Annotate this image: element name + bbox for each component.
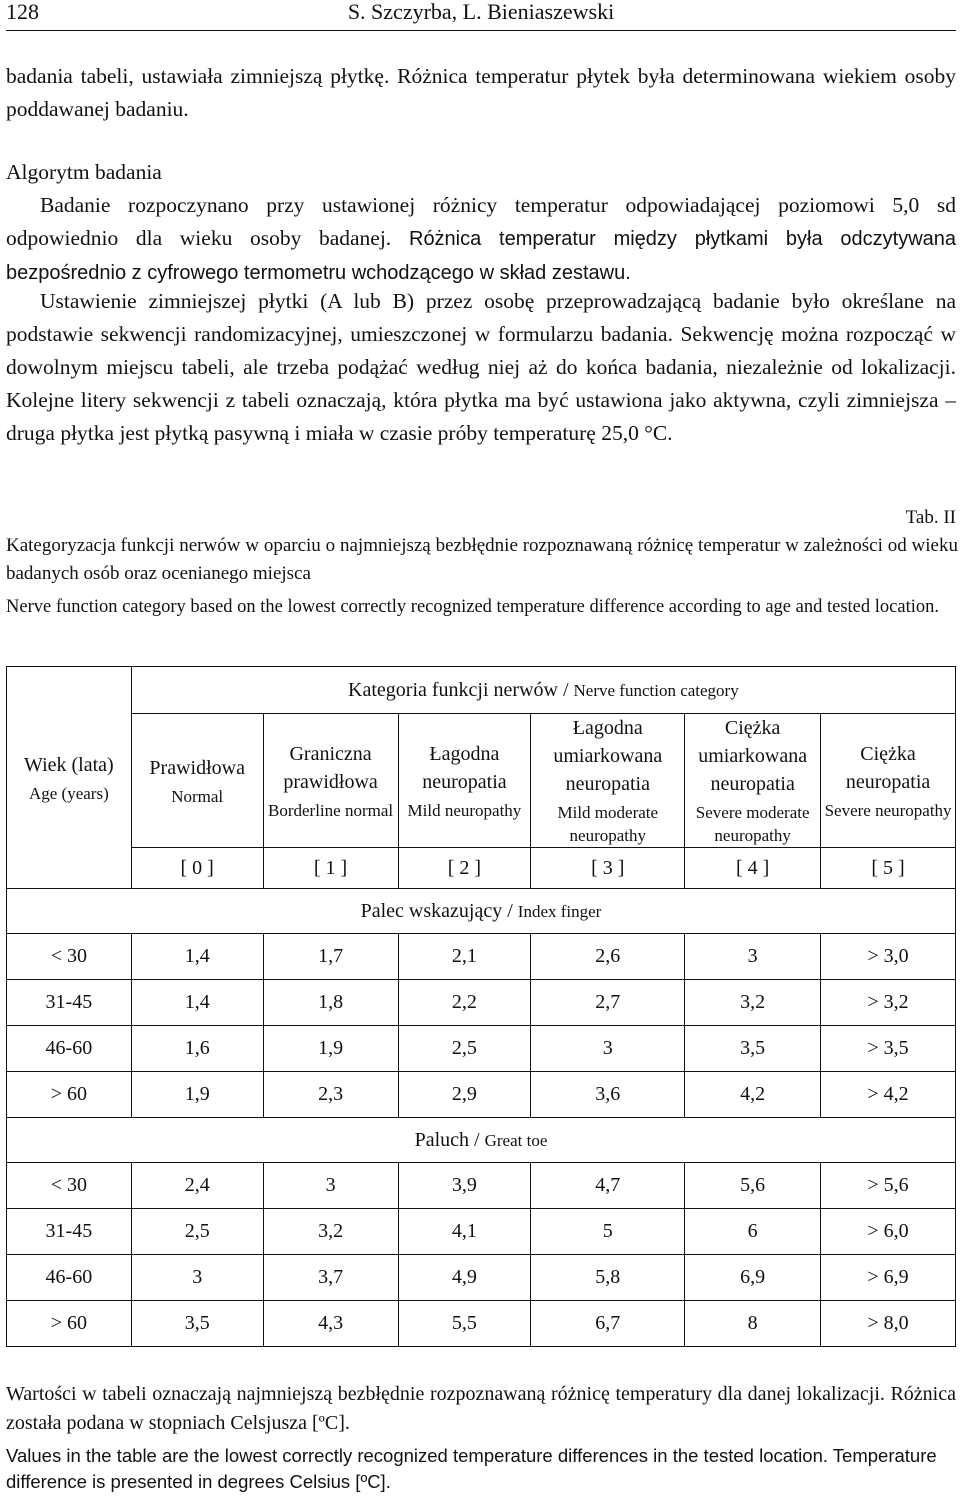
column-header — [263, 714, 398, 848]
age-group-cell: 31-45 — [7, 1209, 132, 1255]
threshold-cell: 1,9 — [263, 1026, 398, 1072]
threshold-cell: > 3,0 — [821, 934, 956, 980]
threshold-cell: 1,7 — [263, 934, 398, 980]
threshold-cell: 3,2 — [263, 1209, 398, 1255]
age-group-cell: < 30 — [7, 1163, 132, 1209]
category-header-pl: Kategoria funkcji nerwów / — [348, 678, 574, 701]
threshold-cell: 1,4 — [131, 980, 263, 1026]
table-row — [7, 980, 956, 1026]
threshold-cell: 3,5 — [131, 1301, 263, 1347]
category-code: [ 2 ] — [398, 848, 531, 889]
age-header-cell — [7, 667, 132, 889]
section-heading: Algorytm badania — [6, 160, 162, 184]
category-code: [ 4 ] — [685, 848, 821, 889]
table-caption-en: Nerve function category based on the lowest correctly recognized temperature difference according to age and tested location. — [6, 597, 939, 617]
age-group-cell: 46-60 — [7, 1255, 132, 1301]
table-footnote-en: Values in the table are the lowest correctly recognized temperature differences in the tested location. Temperature difference is presented in degrees Celsius [ºC]. — [6, 1445, 937, 1492]
column-header-en: Normal — [171, 786, 224, 806]
column-header-pl: Graniczna prawidłowa — [283, 742, 378, 793]
threshold-cell: > 6,9 — [821, 1255, 956, 1301]
age-group-cell: 46-60 — [7, 1026, 132, 1072]
category-code: [ 1 ] — [263, 848, 398, 889]
age-group-cell: 31-45 — [7, 980, 132, 1026]
threshold-cell: 3,2 — [685, 980, 821, 1026]
threshold-cell: 5,6 — [685, 1163, 821, 1209]
threshold-cell: > 8,0 — [821, 1301, 956, 1347]
column-header — [398, 714, 531, 848]
column-header-pl: Łagodna umiarkowana neuropatia — [553, 717, 663, 795]
column-header-en: Borderline normal — [268, 800, 394, 820]
age-group-cell: > 60 — [7, 1072, 132, 1118]
column-header-en: Severe moderate neuropathy — [695, 803, 810, 845]
threshold-cell: 3 — [131, 1255, 263, 1301]
threshold-cell: > 3,5 — [821, 1026, 956, 1072]
threshold-cell: 1,4 — [131, 934, 263, 980]
paragraph-algorithm-part2: Różnica temperatur między płytkami była odczytywana bezpośrednio z cyfrowego termometru wchodzącego w skład zestawu. — [6, 228, 957, 284]
nerve-category-table — [6, 666, 956, 1347]
table-row — [7, 1026, 956, 1072]
table-row — [7, 1072, 956, 1118]
running-header-authors: S. Szczyrba, L. Bieniaszewski — [347, 0, 615, 24]
threshold-cell: 5 — [531, 1209, 685, 1255]
paragraph-algorithm-part1: Badanie rozpoczynano przy ustawionej różnicy temperatur odpowiadającej poziomowi 5,0 sd odpowiednio dla wieku osoby badanej. — [6, 193, 956, 250]
paragraph-continued: badania tabeli, ustawiała zimniejszą płytkę. Różnica temperatur płytek była determinowana wiekiem osoby poddawanej badaniu. — [6, 64, 956, 121]
table-row — [7, 1255, 956, 1301]
column-header-en: Mild moderate neuropathy — [557, 803, 659, 845]
table-number: Tab. II — [905, 507, 956, 528]
threshold-cell: 4,3 — [263, 1301, 398, 1347]
table-footnote-pl: Wartości w tabeli oznaczają najmniejszą bezbłędnie rozpoznawaną różnicę temperatury dla danej lokalizacji. Różnica została podana w stopniach Celsjusza [ºC]. — [6, 1383, 956, 1434]
threshold-cell: 3,9 — [398, 1163, 531, 1209]
age-header-pl: Wiek (lata) — [24, 753, 114, 776]
page-number: 128 — [6, 0, 39, 24]
section-header — [7, 1118, 956, 1163]
threshold-cell: 3,5 — [685, 1026, 821, 1072]
threshold-cell: 2,9 — [398, 1072, 531, 1118]
threshold-cell: 2,3 — [263, 1072, 398, 1118]
threshold-cell: 2,4 — [131, 1163, 263, 1209]
threshold-cell: 8 — [685, 1301, 821, 1347]
threshold-cell: 4,2 — [685, 1072, 821, 1118]
category-code: [ 5 ] — [821, 848, 956, 889]
column-header — [685, 714, 821, 848]
threshold-cell: 3 — [531, 1026, 685, 1072]
section-title-pl: Palec wskazujący / — [360, 899, 518, 922]
threshold-cell: 4,9 — [398, 1255, 531, 1301]
section-title-pl: Paluch / — [414, 1128, 485, 1151]
table-row — [7, 1209, 956, 1255]
category-header — [131, 667, 955, 714]
category-code: [ 0 ] — [131, 848, 263, 889]
threshold-cell: 4,1 — [398, 1209, 531, 1255]
table-row — [7, 1163, 956, 1209]
threshold-cell: 6,9 — [685, 1255, 821, 1301]
threshold-cell: 2,5 — [398, 1026, 531, 1072]
age-header-en: Age (years) — [28, 783, 109, 803]
column-header — [821, 714, 956, 848]
threshold-cell: 6 — [685, 1209, 821, 1255]
threshold-cell: 2,2 — [398, 980, 531, 1026]
section-header — [7, 889, 956, 934]
table-row — [7, 934, 956, 980]
threshold-cell: 5,8 — [531, 1255, 685, 1301]
section-title-en: Great toe — [484, 1130, 548, 1150]
column-header-pl: Prawidłowa — [149, 756, 245, 779]
threshold-cell: 3 — [685, 934, 821, 980]
threshold-cell: 1,9 — [131, 1072, 263, 1118]
age-group-cell: < 30 — [7, 934, 132, 980]
threshold-cell: 2,6 — [531, 934, 685, 980]
threshold-cell: > 4,2 — [821, 1072, 956, 1118]
paragraph-randomization: Ustawienie zimniejszej płytki (A lub B) przez osobę przeprowadzającą badanie było określane na podstawie sekwencji randomizacyjnej, umieszczonej w formularzu badania. Sekwencję można rozpocząć w dowolnym miejscu tabeli, ale trzeba podążać według niej aż do końca badania, niezależnie od lokalizacji. Kolejne litery sekwencji z tabeli oznaczają, która płytka ma być ustawiona jako aktywna, czyli zimniejsza – druga płytka jest płytką pasywną i miała w czasie próby temperaturę 25,0 °C. — [6, 289, 956, 445]
column-header-pl: Ciężka neuropatia — [845, 742, 931, 793]
column-header — [531, 714, 685, 848]
section-title-en: Index finger — [517, 901, 602, 921]
threshold-cell: 3 — [263, 1163, 398, 1209]
table-caption-pl: Kategoryzacja funkcji nerwów w oparciu o najmniejszą bezbłędnie rozpoznawaną różnicę temperatur w zależności od wieku badanych osób oraz ocenianego miejsca — [6, 535, 958, 584]
age-group-cell: > 60 — [7, 1301, 132, 1347]
threshold-cell: 4,7 — [531, 1163, 685, 1209]
column-header-pl: Ciężka umiarkowana neuropatia — [698, 717, 808, 795]
threshold-cell: 2,5 — [131, 1209, 263, 1255]
column-header — [131, 714, 263, 848]
category-header-en: Nerve function category — [573, 680, 739, 700]
threshold-cell: > 6,0 — [821, 1209, 956, 1255]
threshold-cell: 5,5 — [398, 1301, 531, 1347]
running-header — [6, 0, 956, 31]
column-header-en: Severe neuropathy — [824, 800, 952, 820]
threshold-cell: > 3,2 — [821, 980, 956, 1026]
category-code: [ 3 ] — [531, 848, 685, 889]
threshold-cell: 3,6 — [531, 1072, 685, 1118]
threshold-cell: 3,7 — [263, 1255, 398, 1301]
threshold-cell: > 5,6 — [821, 1163, 956, 1209]
threshold-cell: 2,1 — [398, 934, 531, 980]
threshold-cell: 1,8 — [263, 980, 398, 1026]
threshold-cell: 6,7 — [531, 1301, 685, 1347]
column-header-pl: Łagodna neuropatia — [422, 742, 507, 793]
threshold-cell: 1,6 — [131, 1026, 263, 1072]
table-row — [7, 1301, 956, 1347]
paragraph-algorithm — [6, 189, 956, 290]
threshold-cell: 2,7 — [531, 980, 685, 1026]
column-header-en: Mild neuropathy — [407, 800, 522, 820]
